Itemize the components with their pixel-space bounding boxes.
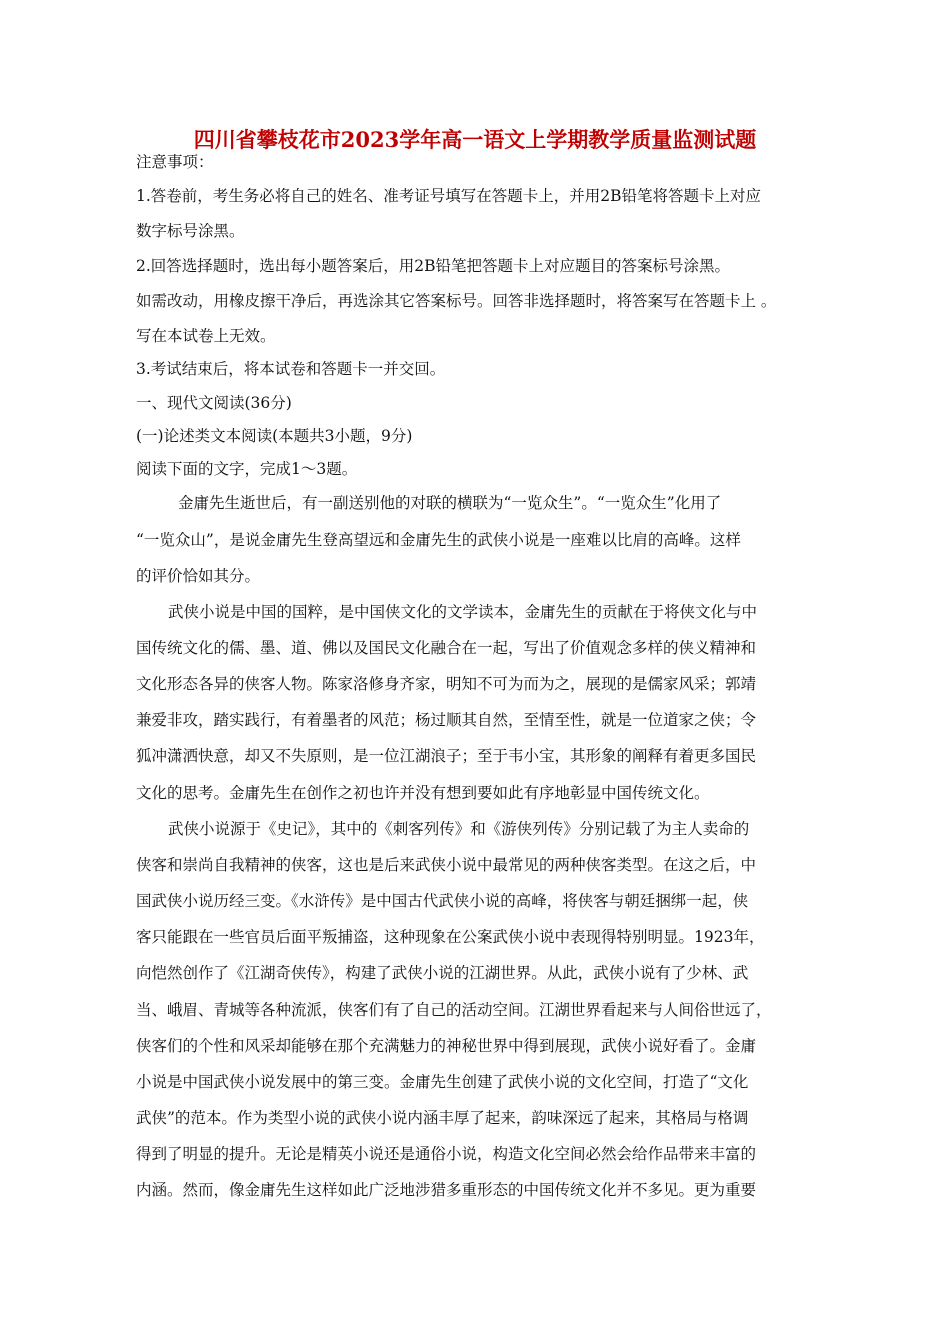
section-instruction: 阅读下面的文字，完成1～3题。 <box>136 460 358 478</box>
notice-line: 3.考试结束后，将本试卷和答题卡一并交回。 <box>136 360 446 378</box>
notice-line: 如需改动，用橡皮擦干净后，再选涂其它答案标号。回答非选择题时，将答案写在答题卡上 。 <box>136 292 777 310</box>
notice-line: 1.答卷前，考生务必将自己的姓名、准考证号填写在答题卡上，并用2B铅笔将答题卡上对应 <box>136 187 762 205</box>
notice-heading: 注意事项： <box>136 153 214 171</box>
passage-line: 国武侠小说历经三变。《水浒传》是中国古代武侠小说的高峰，将侠客与朝廷捆绑一起，侠 <box>136 892 749 910</box>
passage-line: 侠客们的个性和风采却能够在那个充满魅力的神秘世界中得到展现，武侠小说好看了。金庸 <box>136 1037 757 1055</box>
passage-line: 的评价恰如其分。 <box>136 567 261 585</box>
passage-line: 向恺然创作了《江湖奇侠传》，构建了武侠小说的江湖世界。从此，武侠小说有了少林、武 <box>136 964 749 982</box>
passage-line: 狐冲潇洒快意，却又不失原则，是一位江湖浪子；至于韦小宝，其形象的阐释有着更多国民 <box>136 747 757 765</box>
notice-line: 2.回答选择题时，选出每小题答案后，用2B铅笔把答题卡上对应题目的答案标号涂黑。 <box>136 257 731 275</box>
passage-line: 文化的思考。金庸先生在创作之初也许并没有想到要如此有序地彰显中国传统文化。 <box>136 784 710 802</box>
passage-line: 当、峨眉、青城等各种流派，侠客们有了自己的活动空间。江湖世界看起来与人间俗世远了， <box>136 1001 772 1019</box>
passage-line: 内涵。然而，像金庸先生这样如此广泛地涉猎多重形态的中国传统文化并不多见。更为重要 <box>136 1181 757 1199</box>
passage-line: 得到了明显的提升。无论是精英小说还是通俗小说，构造文化空间必然会给作品带来丰富的 <box>136 1145 757 1163</box>
passage-line: 小说是中国武侠小说发展中的第三变。金庸先生创建了武侠小说的文化空间，打造了“文化 <box>136 1073 749 1091</box>
passage-line: 武侠小说源于《史记》，其中的《刺客列传》和《游侠列传》分别记载了为主人卖命的 <box>168 820 750 838</box>
section-heading: 一、现代文阅读(36分) <box>136 394 292 412</box>
notice-line: 写在本试卷上无效。 <box>136 327 276 345</box>
passage-line: 武侠”的范本。作为类型小说的武侠小说内涵丰厚了起来，韵味深远了起来，其格局与格调 <box>136 1109 749 1127</box>
passage-line: 客只能跟在一些官员后面平叛捕盗，这种现象在公案武侠小说中表现得特别明显。1923年， <box>136 928 765 946</box>
passage-line: 侠客和崇尚自我精神的侠客，这也是后来武侠小说中最常见的两种侠客类型。在这之后，中 <box>136 856 757 874</box>
notice-line: 数字标号涂黑。 <box>136 222 245 240</box>
section-subheading: (一)论述类文本阅读(本题共3小题，9分) <box>136 427 413 445</box>
passage-line: 兼爱非攻，踏实践行，有着墨者的风范；杨过顺其自然，至情至性，就是一位道家之侠；令 <box>136 711 757 729</box>
passage-line: 文化形态各异的侠客人物。陈家洛修身齐家，明知不可为而为之，展现的是儒家风采；郭靖 <box>136 675 757 693</box>
passage-line: 金庸先生逝世后，有一副送别他的对联的横联为“一览众生”。“一览众生”化用了 <box>178 494 722 512</box>
passage-line: 国传统文化的儒、墨、道、佛以及国民文化融合在一起，写出了价值观念多样的侠义精神和 <box>136 639 757 657</box>
passage-line: “一览众山”，是说金庸先生登高望远和金庸先生的武侠小说是一座难以比肩的高峰。这样 <box>136 531 741 549</box>
document-title: 四川省攀枝花市2023学年高一语文上学期教学质量监测试题 <box>193 127 757 152</box>
passage-line: 武侠小说是中国的国粹，是中国侠文化的文学读本，金庸先生的贡献在于将侠文化与中 <box>168 603 758 621</box>
